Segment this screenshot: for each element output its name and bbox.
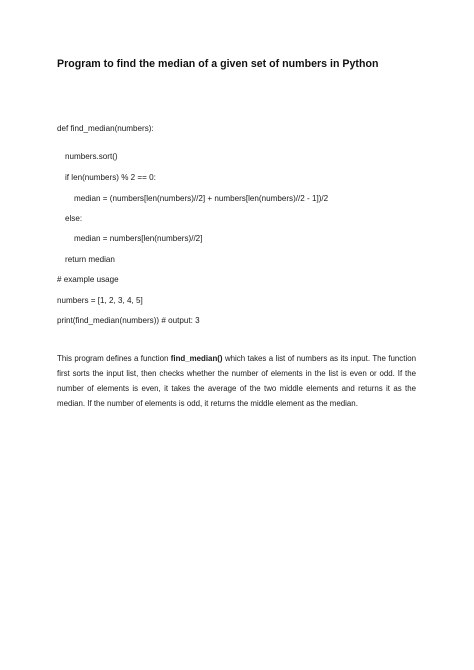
code-line-numbers: numbers = [1, 2, 3, 4, 5]	[57, 296, 143, 305]
code-line-comment: # example usage	[57, 275, 119, 284]
paragraph-text-before: This program defines a function	[57, 354, 171, 363]
code-line-print: print(find_median(numbers)) # output: 3	[57, 316, 200, 325]
code-line-sort: numbers.sort()	[65, 152, 118, 161]
description-paragraph	[57, 351, 416, 411]
function-name-bold: find_median()	[170, 354, 223, 363]
code-line-median-odd: median = numbers[len(numbers)//2]	[74, 234, 203, 243]
paragraph-text-after: which takes a list of numbers as its input. The function first sorts the input list, then checks whether the number of elements in the list is even or odd. If the number of elements is even, it takes the average of the two middle elements and returns it as the median. If the number of elements is odd, it returns the middle element as the median.	[57, 354, 416, 408]
code-line-def: def find_median(numbers):	[57, 124, 154, 133]
code-line-else: else:	[65, 214, 83, 223]
document-title: Program to find the median of a given set of numbers in Python	[57, 58, 379, 70]
code-line-return: return median	[65, 255, 115, 264]
code-line-if: if len(numbers) % 2 == 0:	[65, 173, 156, 182]
code-line-median-even: median = (numbers[len(numbers)//2] + numbers[len(numbers)//2 - 1])/2	[74, 194, 329, 203]
